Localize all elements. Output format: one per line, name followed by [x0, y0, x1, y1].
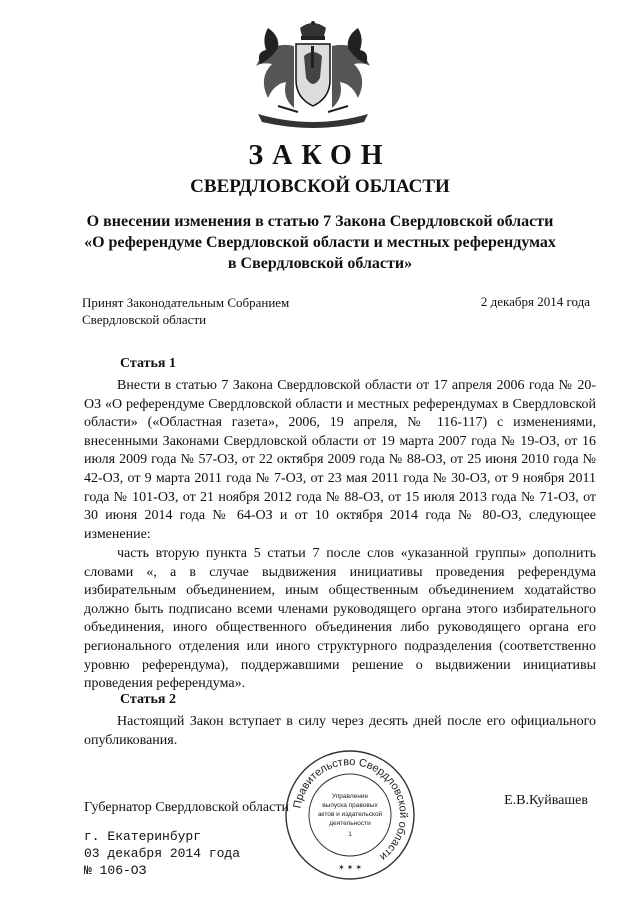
article-2-paragraph-1: Настоящий Закон вступает в силу через десять дней после его официального опубликования.: [84, 714, 596, 748]
stamp-inner-line-1: Управление: [331, 793, 369, 800]
stamp-ring-text: Правительство Свердловской области: [291, 755, 410, 863]
stamp-inner-line-3: актов и издательской: [317, 811, 383, 818]
article-2-heading: Статья 2: [120, 692, 176, 707]
registration-date: 03 декабря 2014 года: [84, 846, 241, 861]
law-name-heading: О внесении изменения в статью 7 Закона Свердловской области «О референдуме Свердловской области и местных референдумах в Свердловской области»: [84, 213, 556, 272]
stamp-inner-number: 1: [348, 831, 352, 838]
stamp-stars-glyph: ✶ ✶ ✶: [337, 863, 363, 872]
article-1-paragraph-1: Внести в статью 7 Закона Свердловской области от 17 апреля 2006 года № 20-ОЗ «О референдуме Свердловской области и местных референдумах в Свердловской области» («Областная газета», 2006, 19 апреля, № 116-117) с изменениями, внесенными Законами Свердловской области от 19 марта 2007 года № 19-ОЗ, от 16 июля 2009 года № 57-ОЗ, от 22 октября 2009 года № 88-ОЗ, от 25 июня 2010 года № 42-ОЗ, от 9 марта 2011 года № 7-ОЗ, от 23 мая 2011 года № 30-ОЗ, от 9 ноября 2011 года № 101-ОЗ, от 21 ноября 2012 года № 88-ОЗ, от 15 июля 2013 года № 71-ОЗ, от 30 июня 2014 года № 64-ОЗ и от 10 октября 2014 года № 80-ОЗ, следующее изменение:: [84, 378, 596, 542]
coat-of-arms-emblem: [238, 18, 388, 130]
law-title: ЗАКОН: [248, 140, 392, 171]
registration-number: № 106-ОЗ: [84, 863, 147, 878]
stamp-inner-line-4: деятельности: [329, 820, 371, 827]
adopted-by-label: Принят Законодательным Собранием Свердловской области: [82, 295, 290, 327]
stamp-inner-line-2: выпуска правовых: [322, 802, 378, 809]
article-1-paragraph-2: часть вторую пункта 5 статьи 7 после слов «указанной группы» дополнить словами «, а в случае выдвижения инициативы проведения референдума избирательным объединением, иным общественным объединением ходатайство должно быть подписано всеми членами руководящего органа этого избирательного объединения, иного общественного объединения либо руководящего органа его регионального отделения или иного структурного подразделения (соответственно уровню референдума), поддержавшими решение о выдвижении инициативы проведения референдума».: [84, 546, 596, 692]
registration-city: г. Екатеринбург: [84, 829, 202, 844]
region-title: СВЕРДЛОВСКОЙ ОБЛАСТИ: [190, 176, 450, 197]
adoption-date: 2 декабря 2014 года: [480, 294, 590, 309]
signer-name: Е.В.Куйвашев: [504, 793, 588, 808]
signer-position: Губернатор Свердловской области: [84, 800, 289, 815]
official-stamp: [283, 748, 417, 882]
article-1-heading: Статья 1: [120, 356, 176, 371]
